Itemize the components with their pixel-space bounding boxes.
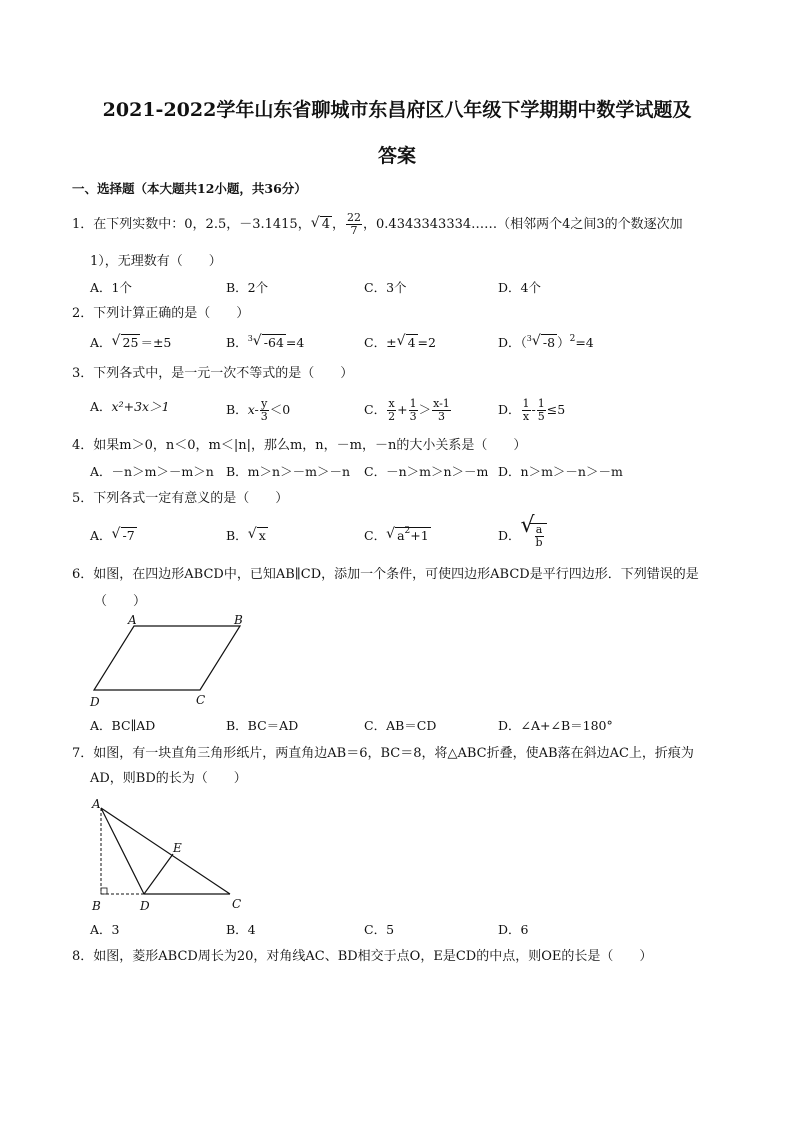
q5-option-c: C． √ $a^2+1$ bbox=[364, 526, 429, 543]
side-ac bbox=[101, 808, 230, 894]
question-6-stem: 6．如图，在四边形ABCD中，已知AB∥CD，添加一个条件，可使四边形ABCD是平行四边形．下列错误的是 bbox=[72, 567, 699, 582]
q4-option-d: D．n＞m＞－n＞－m bbox=[498, 464, 623, 479]
q4-option-a: A．－n＞m＞－m＞n bbox=[90, 464, 214, 479]
q7-option-a: A．3 bbox=[90, 922, 120, 937]
q6-label-a: A bbox=[128, 613, 137, 627]
q4-option-c: C．－n＞m＞n＞－m bbox=[364, 464, 489, 479]
q1-option-b: B．2个 bbox=[226, 280, 269, 295]
q1-sqrt: √ 4 bbox=[310, 215, 330, 232]
q1-rest: ，0.4343343334……（相邻两个4之间3的个数逐次加 bbox=[363, 217, 683, 232]
q1-fraction: $\frac{22}{7}$ bbox=[347, 211, 362, 237]
q2-option-a: A． √ 25 ＝±5 bbox=[90, 333, 172, 350]
question-5-stem: 5．下列各式一定有意义的是（ ） bbox=[72, 491, 289, 506]
q5-option-a: A． √ -7 bbox=[90, 526, 135, 543]
q6-option-d: D．∠A+∠B＝180° bbox=[498, 718, 613, 733]
q7-option-b: B．4 bbox=[226, 922, 256, 937]
q2-option-b: B．$^3$ √ -64 =4 bbox=[226, 333, 305, 350]
q7-label-e: E bbox=[173, 841, 182, 855]
q6-option-a: A．BC∥AD bbox=[90, 718, 156, 733]
segment-de bbox=[144, 854, 173, 894]
fold-line-ad bbox=[101, 808, 144, 894]
q1-option-c: C．3个 bbox=[364, 280, 407, 295]
question-7-line2: AD，则BD的长为（ ） bbox=[90, 771, 247, 786]
q7-triangle-figure bbox=[84, 794, 254, 912]
q3-option-b: B．x- $\frac{y}{3}$ ＜0 bbox=[226, 397, 291, 423]
q3-option-c: C． $\frac{x}{2}$ + $\frac{1}{3}$ ＞ $\frac{x-1}{3}$ bbox=[364, 397, 450, 423]
parallelogram-abcd bbox=[94, 626, 240, 690]
q1-option-d: D．4个 bbox=[498, 280, 541, 295]
q4-option-b: B．m＞n＞－m＞－n bbox=[226, 464, 350, 479]
q3-option-a: A．x²+3x＞1 bbox=[90, 399, 170, 414]
exam-title-line2: 答案 bbox=[377, 145, 416, 167]
q6-option-b: B．BC＝AD bbox=[226, 718, 299, 733]
q6-option-c: C．AB＝CD bbox=[364, 718, 437, 733]
right-angle-mark bbox=[101, 888, 107, 894]
question-8-stem: 8．如图，菱形ABCD周长为20，对角线AC、BD相交于点O，E是CD的中点，则OE的长是（ ） bbox=[72, 949, 653, 964]
q6-paren: （ ） bbox=[94, 594, 147, 609]
q7-option-c: C．5 bbox=[364, 922, 395, 937]
question-1-line2: 1），无理数有（ ） bbox=[90, 254, 222, 269]
exam-title-line1: 2021-2022学年山东省聊城市东昌府区八年级下学期期中数学试题及 bbox=[102, 99, 692, 121]
q2-option-d: D．（$^3$ √ -8 ）$^2$=4 bbox=[498, 333, 594, 350]
q7-label-d: D bbox=[140, 899, 150, 912]
q6-label-d: D bbox=[90, 695, 100, 709]
q7-label-a: A bbox=[92, 797, 101, 811]
q7-label-c: C bbox=[232, 897, 242, 911]
question-7-stem: 7．如图，有一块直角三角形纸片，两直角边AB＝6，BC＝8，将△ABC折叠，使AB落在斜边AC上，折痕为 bbox=[72, 746, 694, 761]
q7-option-d: D．6 bbox=[498, 922, 529, 937]
q6-parallelogram-figure bbox=[80, 612, 260, 712]
q5-option-b: B． √ x bbox=[226, 526, 266, 543]
question-4-stem: 4．如果m＞0，n＜0，m＜|n|，那么m，n，－m，－n的大小关系是（ ） bbox=[72, 438, 527, 453]
question-2-stem: 2．下列计算正确的是（ ） bbox=[72, 306, 250, 321]
q2-option-c: C．± √ 4 =2 bbox=[364, 333, 436, 350]
question-3-stem: 3．下列各式中，是一元一次不等式的是（ ） bbox=[72, 366, 354, 381]
question-1-line1: 1．在下列实数中：0，2.5，－3.1415， √ 4 ， $\frac{22}{7}$ ，0.4343343334……（相邻两个4之间3的个数逐次加 bbox=[72, 211, 683, 237]
q6-label-b: B bbox=[234, 613, 243, 627]
q1-prefix: 1．在下列实数中：0，2.5，－3.1415， bbox=[72, 217, 311, 232]
q6-label-c: C bbox=[196, 693, 206, 707]
q5-option-d: D． √ $\frac{a}{b}$ bbox=[498, 523, 547, 549]
q3-option-d: D． $\frac{1}{x}$ - $\frac{1}{5}$ ≤5 bbox=[498, 397, 566, 423]
section-heading: 一、选择题（本大题共12小题，共36分） bbox=[72, 181, 307, 196]
q7-label-b: B bbox=[92, 899, 101, 912]
q1-option-a: A．1个 bbox=[90, 280, 132, 295]
